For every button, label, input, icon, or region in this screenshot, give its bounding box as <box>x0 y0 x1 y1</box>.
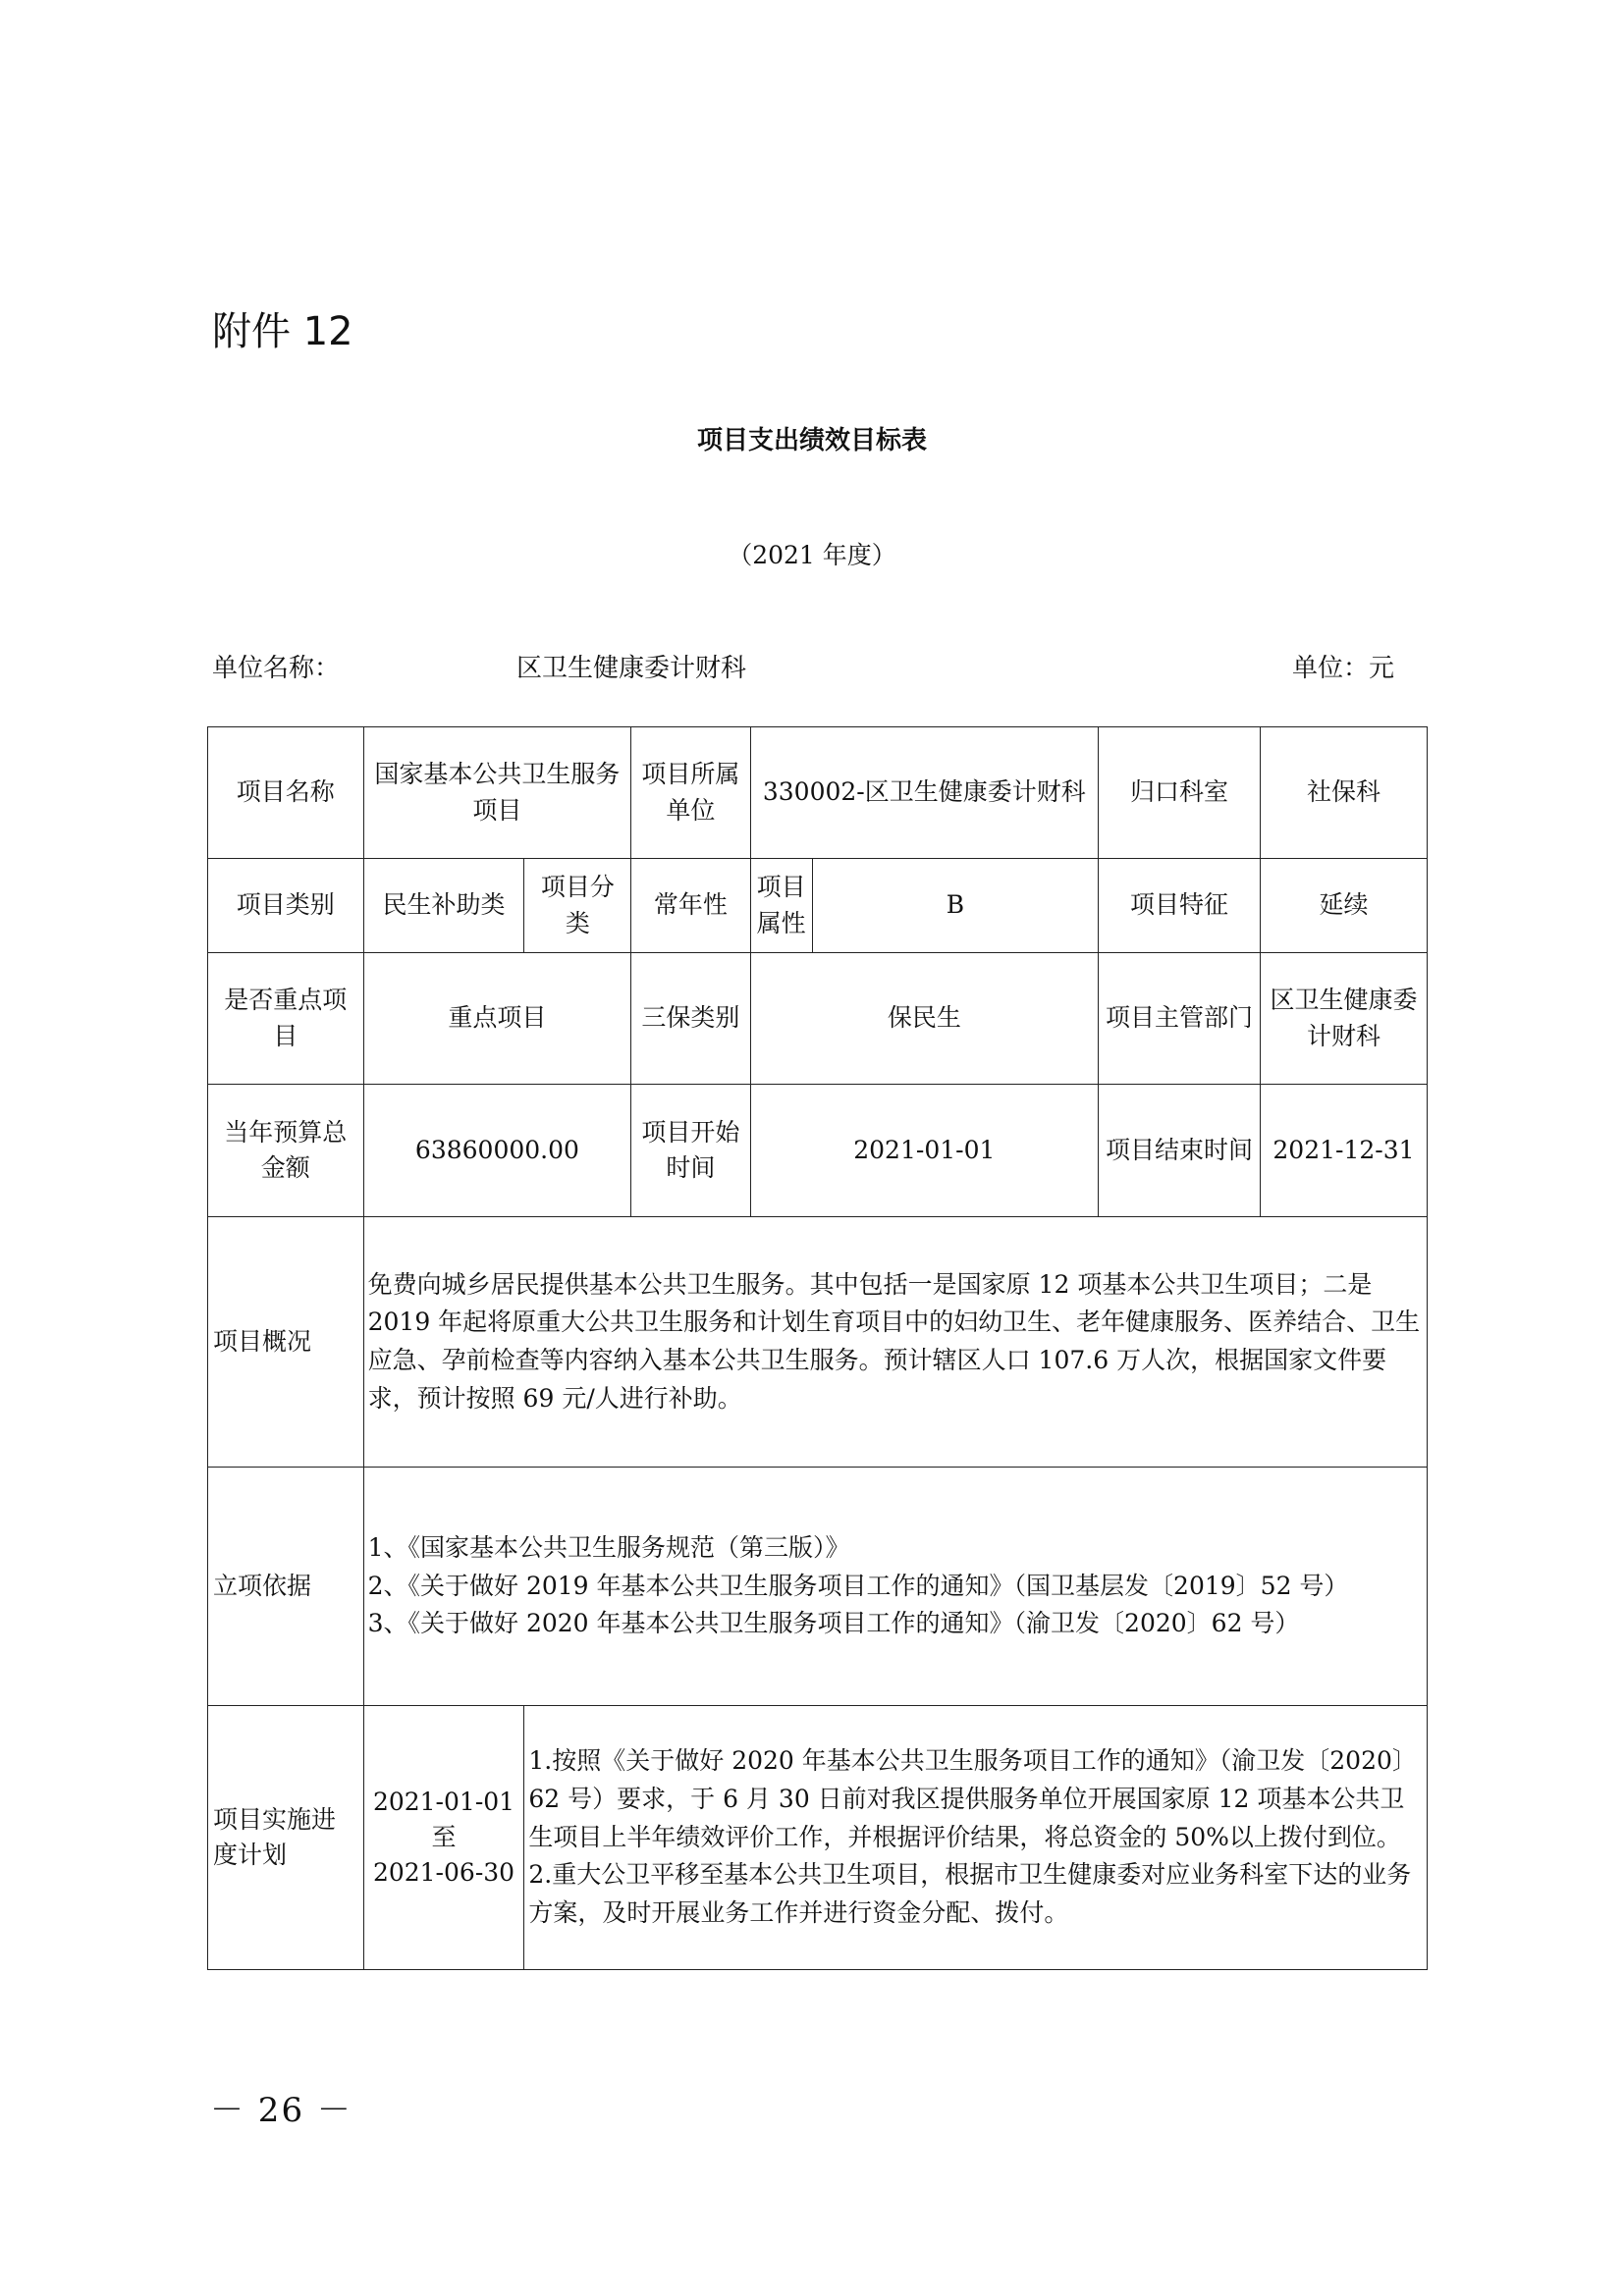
table-row <box>208 1217 1428 1468</box>
table-row <box>208 859 1428 953</box>
table-row <box>208 727 1428 859</box>
project-attr-value: B <box>812 859 1098 953</box>
project-class-label: 项目分类 <box>524 859 631 953</box>
fiscal-year: （2021 年度） <box>728 541 896 569</box>
project-class-value: 常年性 <box>631 859 750 953</box>
overview-paragraph: 免费向城乡居民提供基本公共卫生服务。其中包括一是国家原 12 项基本公共卫生项目；二是 2019 年起将原重大公共卫生服务和计划生育项目中的妇幼卫生、老年健康服务、医养结合、卫生应急、孕前检查等内容纳入基本公共卫生服务。预计辖区人口 107.6 万人次，根据国家文件要求，预计按照 69 元/人进行补助。 <box>367 1269 1421 1413</box>
key-project-value: 重点项目 <box>363 953 631 1085</box>
page-number: － 26 － <box>210 2091 352 2130</box>
end-date-label: 项目结束时间 <box>1099 1085 1261 1217</box>
basis-item: 1、《国家基本公共卫生服务规范（第三版）》 <box>367 1532 850 1562</box>
project-unit-label: 项目所属单位 <box>631 727 750 859</box>
basis-item: 2、《关于做好 2019 年基本公共卫生服务项目工作的通知》（国卫基层发〔2019〕52 号） <box>367 1571 1349 1600</box>
budget-label: 当年预算总金额 <box>208 1085 364 1217</box>
project-type-value: 民生补助类 <box>363 859 524 953</box>
currency-unit: 单位：元 <box>1292 654 1395 683</box>
start-date-value: 2021-01-01 <box>750 1085 1099 1217</box>
key-project-label: 是否重点项目 <box>208 953 364 1085</box>
basis-item: 3、《关于做好 2020 年基本公共卫生服务项目工作的通知》（渝卫发〔2020〕62 号） <box>367 1609 1300 1638</box>
overview-label: 项目概况 <box>208 1217 364 1468</box>
schedule-date-from: 2021-01-01 <box>372 1787 515 1816</box>
basis-list <box>363 1468 1427 1706</box>
overview-text <box>363 1217 1427 1468</box>
schedule-details <box>524 1706 1428 1970</box>
managing-dept-value: 区卫生健康委计财科 <box>1260 953 1427 1085</box>
guarantee-type-label: 三保类别 <box>631 953 750 1085</box>
schedule-label: 项目实施进度计划 <box>208 1706 364 1970</box>
table-row <box>208 1085 1428 1217</box>
schedule-item: 1.按照《关于做好 2020 年基本公共卫生服务项目工作的通知》（渝卫发〔2020〕62 号）要求，于 6 月 30 日前对我区提供服务单位开展国家原 12 项基本公共卫生项目上半年绩效评价工作，并根据评价结果，将总资金的 50%以上拨付到位。 <box>528 1746 1417 1851</box>
responsible-dept-value: 社保科 <box>1260 727 1427 859</box>
schedule-period <box>363 1706 524 1970</box>
responsible-dept-label: 归口科室 <box>1099 727 1261 859</box>
schedule-date-to-word: 至 <box>431 1822 457 1851</box>
schedule-item: 2.重大公卫平移至基本公共卫生项目，根据市卫生健康委对应业务科室下达的业务方案，及时开展业务工作并进行资金分配、拨付。 <box>528 1860 1412 1928</box>
project-type-label: 项目类别 <box>208 859 364 953</box>
unit-name-value: 区卫生健康委计财科 <box>516 654 747 683</box>
guarantee-type-value: 保民生 <box>750 953 1099 1085</box>
document-title: 项目支出绩效目标表 <box>696 426 927 455</box>
start-date-label: 项目开始时间 <box>631 1085 750 1217</box>
table-row <box>208 1706 1428 1970</box>
annex-label: 附件 12 <box>212 309 353 354</box>
basis-label: 立项依据 <box>208 1468 364 1706</box>
end-date-value: 2021-12-31 <box>1260 1085 1427 1217</box>
unit-name-label: 单位名称： <box>212 654 341 683</box>
table-row <box>208 1468 1428 1706</box>
project-feature-label: 项目特征 <box>1099 859 1261 953</box>
performance-target-table <box>207 726 1428 1970</box>
project-unit-value: 330002-区卫生健康委计财科 <box>750 727 1099 859</box>
budget-value: 63860000.00 <box>363 1085 631 1217</box>
project-name-label: 项目名称 <box>208 727 364 859</box>
managing-dept-label: 项目主管部门 <box>1099 953 1261 1085</box>
project-name-value: 国家基本公共卫生服务项目 <box>363 727 631 859</box>
schedule-date-to: 2021-06-30 <box>372 1858 515 1888</box>
project-feature-value: 延续 <box>1260 859 1427 953</box>
project-attr-label: 项目属性 <box>750 859 812 953</box>
table-row <box>208 953 1428 1085</box>
